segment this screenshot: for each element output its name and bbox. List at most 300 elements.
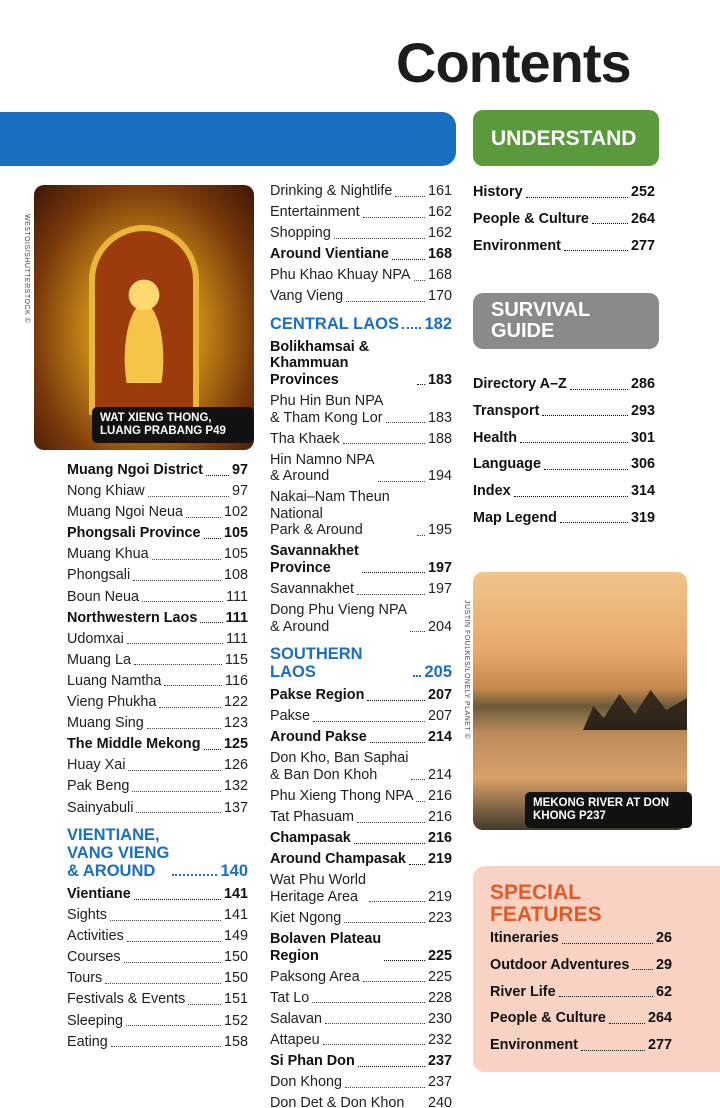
dot-leader (362, 572, 425, 573)
entry-title: Udomxai (67, 630, 124, 647)
page-number: 225 (427, 947, 452, 964)
palm-trees-silhouette (583, 690, 687, 730)
dot-leader (632, 969, 653, 970)
toc-entry (490, 957, 672, 974)
survival-guide-heading (473, 293, 659, 349)
page-number: 228 (427, 989, 452, 1006)
toc-entry (270, 830, 452, 847)
page-number: 149 (223, 928, 248, 945)
entry-title: People & Culture (490, 1010, 606, 1027)
page-number: 26 (655, 930, 672, 946)
dot-leader (312, 1002, 425, 1003)
dot-leader (357, 822, 425, 823)
dot-leader (402, 327, 422, 329)
toc-entry (270, 602, 452, 635)
toc-entry (270, 225, 452, 242)
page-number: 301 (630, 429, 655, 446)
dot-leader (346, 301, 425, 302)
page-number: 111 (226, 588, 248, 605)
toc-entry (473, 483, 655, 500)
toc-entry (473, 456, 655, 473)
toc-entry (67, 673, 248, 690)
toc-column-2 (270, 183, 452, 1108)
entry-title: Phu Xieng Thong NPA (270, 788, 414, 804)
toc-entry (270, 204, 452, 221)
dot-leader (559, 996, 653, 997)
page-number: 116 (225, 672, 248, 689)
toc-entry (67, 778, 248, 795)
entry-title: Muang Khua (67, 546, 149, 563)
understand-heading: UNDERSTAND (473, 110, 659, 166)
entry-title: Hin Namno NPA & Around (270, 451, 375, 485)
page-number: 225 (427, 968, 452, 985)
entry-title: Shopping (270, 225, 331, 242)
dot-leader (409, 864, 425, 865)
entry-title: Muang La (67, 651, 132, 668)
entry-title: Luang Namtha (67, 672, 162, 689)
photo-credit-2: JUSTIN FOULKES/LONELY PLANET © (463, 600, 470, 740)
entry-title: Kiet Ngong (270, 909, 342, 926)
photo-credit-1: WESTOIS/SHUTTERSTOCK © (23, 214, 30, 324)
toc-entry (67, 970, 248, 987)
page-number: 140 (220, 862, 248, 880)
dot-leader (560, 522, 628, 523)
page-number: 252 (630, 184, 655, 200)
section-title: SOUTHERN LAOS (270, 645, 363, 682)
page-number: 132 (223, 778, 248, 795)
entry-title: Salavan (270, 1010, 323, 1027)
toc-entry (270, 851, 452, 868)
section-title: VIENTIANE, VANG VIENG & AROUND (67, 826, 170, 880)
toc-entry (67, 800, 248, 817)
dot-leader (134, 899, 221, 900)
toc-entry (67, 483, 248, 500)
page-number: 137 (223, 799, 248, 816)
page-number: 240 (427, 1095, 452, 1108)
toc-entry (270, 910, 452, 927)
dot-leader (136, 812, 221, 813)
toc-entry (67, 886, 248, 903)
page-number: 197 (427, 559, 452, 576)
toc-entry (473, 211, 655, 228)
page-number: 162 (427, 204, 452, 221)
entry-title: Don Khong (270, 1074, 343, 1091)
dot-leader (325, 1023, 425, 1024)
page-number: 111 (225, 609, 248, 626)
page-number: 115 (225, 651, 248, 668)
dot-leader (367, 700, 425, 701)
toc-entry (67, 631, 248, 648)
toc-entry (270, 729, 452, 746)
entry-title: Vieng Phukha (67, 694, 157, 711)
page-number: 223 (427, 909, 452, 926)
page-number: 168 (427, 246, 452, 263)
page-number: 122 (223, 694, 248, 711)
entry-title: Tat Lo (270, 989, 310, 1006)
dot-leader (417, 535, 425, 536)
page-title: Contents (396, 31, 631, 94)
toc-entry (270, 931, 452, 964)
toc-entry (270, 288, 452, 305)
page-number: 204 (427, 618, 452, 635)
dot-leader (570, 389, 628, 390)
page-number: 105 (223, 546, 248, 563)
toc-entry (270, 1032, 452, 1049)
page-number: 123 (223, 715, 248, 732)
entry-title: Eating (67, 1033, 108, 1050)
page-number: 264 (630, 210, 655, 227)
page-number: 97 (231, 483, 248, 500)
page-number: 105 (223, 525, 248, 542)
toc-entry (473, 376, 655, 393)
toc-entry (67, 949, 248, 966)
dot-leader (188, 1004, 221, 1005)
entry-title: Bolikhamsai & Khammuan Provinces (270, 338, 370, 388)
page-number: 183 (427, 409, 452, 426)
entry-title: Tat Phasuam (270, 809, 354, 826)
entry-title: Environment (490, 1037, 578, 1054)
entry-title: Vang Vieng (270, 288, 344, 305)
toc-entry (490, 1010, 672, 1027)
dot-leader (128, 770, 221, 771)
toc-entry (67, 715, 248, 732)
page-number: 205 (424, 663, 452, 682)
dot-leader (520, 442, 628, 443)
toc-entry (270, 543, 452, 576)
dot-leader (206, 475, 229, 476)
toc-entry (67, 991, 248, 1008)
page-number: 230 (427, 1010, 452, 1027)
page-number: 216 (427, 830, 452, 847)
page-number: 214 (427, 729, 452, 746)
entry-title: Muang Ngoi District (67, 462, 203, 478)
toc-section-heading (67, 826, 248, 880)
entry-title: Savannakhet (270, 581, 355, 598)
page-number: 207 (427, 687, 452, 704)
dot-leader (357, 594, 425, 595)
dot-leader (386, 422, 425, 423)
entry-title: Dong Phu Vieng NPA & Around (270, 602, 408, 635)
toc-entry (270, 393, 452, 426)
entry-title: Champasak (270, 830, 351, 847)
dot-leader (127, 643, 223, 644)
toc-entry (67, 736, 248, 753)
dot-leader (172, 874, 217, 876)
dot-leader (132, 791, 221, 792)
entry-title: Phongsali Province (67, 525, 201, 542)
dot-leader (343, 443, 425, 444)
toc-entry (473, 510, 655, 527)
entry-title: Phongsali (67, 567, 131, 584)
survival-guide-heading-text: SURVIVAL GUIDE (491, 299, 591, 342)
understand-list (473, 184, 655, 264)
entry-title: Environment (473, 237, 561, 254)
entry-title: Bolaven Plateau Region (270, 931, 382, 964)
header-color-bar (0, 112, 456, 166)
entry-title: Transport (473, 402, 540, 419)
page-number: 158 (223, 1033, 248, 1050)
page-number: 108 (223, 567, 248, 584)
entry-title: Si Phan Don (270, 1053, 355, 1070)
toc-entry (67, 652, 248, 669)
page-number: 219 (427, 851, 452, 868)
dot-leader (204, 749, 221, 750)
dot-leader (164, 685, 222, 686)
toc-entry (67, 694, 248, 711)
page-number: 152 (223, 1012, 248, 1029)
toc-entry (270, 581, 452, 598)
toc-entry (270, 489, 452, 539)
page-number: 277 (630, 237, 655, 254)
toc-entry (67, 462, 248, 479)
dot-leader (323, 1044, 425, 1045)
entry-title: Pak Beng (67, 778, 130, 795)
entry-title: Northwestern Laos (67, 609, 198, 626)
page-number: 293 (630, 402, 655, 419)
toc-entry (270, 267, 452, 284)
entry-title: Savannakhet Province (270, 543, 359, 576)
toc-entry (490, 1037, 672, 1054)
dot-leader (127, 941, 221, 942)
page-number: 219 (427, 888, 452, 905)
entry-title: Festivals & Events (67, 991, 186, 1008)
toc-entry (270, 1074, 452, 1091)
page-number: 126 (223, 757, 248, 774)
page-number: 306 (630, 456, 655, 473)
entry-title: Phu Khao Khuay NPA (270, 267, 411, 284)
toc-entry (270, 788, 452, 805)
dot-leader (363, 217, 425, 218)
entry-title: Boun Neua (67, 588, 140, 605)
survival-guide-list (473, 376, 655, 537)
toc-entry (67, 757, 248, 774)
page-number: 111 (226, 630, 248, 647)
dot-leader (111, 1046, 221, 1047)
entry-title: River Life (490, 983, 556, 1000)
entry-title: Around Vientiane (270, 246, 389, 263)
entry-title: Around Champasak (270, 851, 406, 868)
dot-leader (134, 664, 222, 665)
toc-entry (270, 246, 452, 263)
page-number: 194 (427, 468, 452, 485)
toc-entry (67, 1013, 248, 1030)
entry-title: The Middle Mekong (67, 736, 201, 753)
toc-entry (67, 546, 248, 563)
entry-title: Health (473, 429, 517, 446)
page-number: 97 (231, 462, 248, 478)
dot-leader (152, 559, 221, 560)
toc-entry (67, 589, 248, 606)
page-number: 214 (427, 766, 452, 783)
page-number: 216 (427, 788, 452, 804)
dot-leader (542, 415, 628, 416)
dot-leader (204, 538, 221, 539)
dot-leader (186, 517, 221, 518)
dot-leader (334, 238, 425, 239)
toc-entry (67, 928, 248, 945)
page-number: 232 (427, 1031, 452, 1048)
dot-leader (363, 981, 425, 982)
dot-leader (159, 707, 221, 708)
toc-entry (473, 403, 655, 420)
entry-title: Index (473, 483, 511, 500)
page-number: 150 (223, 949, 248, 966)
toc-section-heading (270, 645, 452, 681)
page-number: 237 (427, 1074, 452, 1091)
dot-leader (392, 259, 425, 260)
page-number: 182 (424, 314, 452, 333)
dot-leader (410, 631, 425, 632)
dot-leader (200, 622, 222, 623)
entry-title: Entertainment (270, 204, 360, 221)
toc-entry (270, 872, 452, 905)
toc-entry (270, 1053, 452, 1070)
toc-entry (473, 184, 655, 201)
entry-title: Pakse Region (270, 687, 365, 704)
page-number: 197 (427, 581, 452, 598)
entry-title: Around Pakse (270, 729, 367, 746)
dot-leader (313, 721, 425, 722)
entry-title: Drinking & Nightlife (270, 183, 393, 199)
entry-title: Nakai–Nam Theun National Park & Around (270, 489, 390, 539)
toc-entry (270, 969, 452, 986)
dot-leader (384, 960, 425, 961)
entry-title: History (473, 184, 523, 200)
page-number: 237 (427, 1053, 452, 1070)
page-number: 151 (223, 991, 248, 1008)
toc-entry (270, 1011, 452, 1028)
page-number: 195 (427, 522, 452, 539)
entry-title: Vientiane (67, 886, 131, 902)
dot-leader (562, 943, 653, 944)
dot-leader (395, 196, 425, 197)
page-number: 125 (223, 736, 248, 753)
page-number: 216 (427, 809, 452, 826)
special-features-heading: SPECIAL FEATURES (490, 881, 602, 926)
buddha-statue (114, 273, 174, 383)
dot-leader (417, 384, 425, 385)
page-number: 170 (427, 288, 452, 305)
toc-section-heading (270, 315, 452, 333)
toc-entry (270, 339, 452, 389)
entry-title: Muang Ngoi Neua (67, 504, 183, 521)
dot-leader (564, 250, 628, 251)
dot-leader (142, 601, 223, 602)
page-number: 188 (427, 430, 452, 447)
dot-leader (414, 280, 425, 281)
entry-title: People & Culture (473, 210, 589, 227)
special-features-list (490, 930, 672, 1064)
dot-leader (124, 962, 221, 963)
section-title: CENTRAL LAOS (270, 314, 399, 333)
dot-leader (345, 1087, 425, 1088)
page-number: 102 (223, 504, 248, 521)
dot-leader (105, 983, 221, 984)
toc-entry (490, 984, 672, 1001)
dot-leader (344, 922, 425, 923)
photo-caption-2: MEKONG RIVER AT DON KHONG P237 (525, 792, 692, 828)
entry-title: Language (473, 456, 541, 473)
entry-title: Activities (67, 928, 124, 945)
dot-leader (514, 496, 628, 497)
toc-entry (473, 238, 655, 255)
dot-leader (369, 901, 425, 902)
dot-leader (416, 801, 425, 802)
entry-title: Courses (67, 949, 121, 966)
entry-title: Itineraries (490, 930, 559, 946)
page-number: 319 (630, 509, 655, 526)
entry-title: Huay Xai (67, 757, 126, 774)
page-number: 150 (223, 970, 248, 987)
toc-entry (270, 452, 452, 485)
page-number: 62 (655, 983, 672, 1000)
toc-entry (270, 809, 452, 826)
toc-entry (270, 708, 452, 725)
entry-title: Don Det & Don Khon (270, 1095, 405, 1108)
dot-leader (133, 580, 221, 581)
dot-leader (592, 223, 628, 224)
toc-entry (473, 430, 655, 447)
entry-title: Nong Khiaw (67, 483, 145, 500)
page-number: 161 (427, 183, 452, 199)
dot-leader (378, 481, 425, 482)
toc-entry (270, 990, 452, 1007)
dot-leader (411, 779, 425, 780)
toc-entry (270, 750, 452, 783)
toc-entry (67, 610, 248, 627)
page-number: 183 (427, 371, 452, 388)
entry-title: Directory A–Z (473, 376, 567, 392)
dot-leader (126, 1025, 221, 1026)
dot-leader (354, 843, 425, 844)
entry-title: Muang Sing (67, 715, 144, 732)
toc-entry (67, 907, 248, 924)
entry-title: Don Kho, Ban Saphai & Ban Don Khoh (270, 750, 409, 783)
entry-title: Paksong Area (270, 968, 360, 985)
toc-entry (67, 525, 248, 542)
page-number: 29 (655, 956, 672, 973)
page-number: 162 (427, 225, 452, 242)
toc-entry (67, 504, 248, 521)
entry-title: Tha Khaek (270, 430, 340, 447)
dot-leader (148, 496, 229, 497)
page-number: 141 (223, 907, 248, 924)
entry-title: Map Legend (473, 509, 557, 526)
toc-entry (67, 567, 248, 584)
entry-title: Pakse (270, 708, 310, 725)
entry-title: Attapeu (270, 1031, 320, 1048)
dot-leader (147, 728, 221, 729)
page-number: 277 (647, 1037, 672, 1054)
toc-entry (270, 1095, 452, 1108)
toc-entry (490, 930, 672, 947)
toc-entry (270, 431, 452, 448)
entry-title: Sights (67, 907, 107, 924)
page-number: 207 (427, 708, 452, 725)
entry-title: Outdoor Adventures (490, 956, 630, 973)
entry-title: Wat Phu World Heritage Area (270, 872, 366, 905)
toc-column-1 (67, 462, 248, 1055)
page-number: 314 (630, 483, 655, 500)
page-number: 141 (223, 886, 248, 902)
page-number: 168 (427, 267, 452, 284)
entry-title: Sleeping (67, 1012, 124, 1029)
dot-leader (609, 1023, 645, 1024)
toc-entry (67, 1034, 248, 1051)
toc-entry (270, 687, 452, 704)
dot-leader (544, 469, 628, 470)
entry-title: Tours (67, 970, 103, 987)
